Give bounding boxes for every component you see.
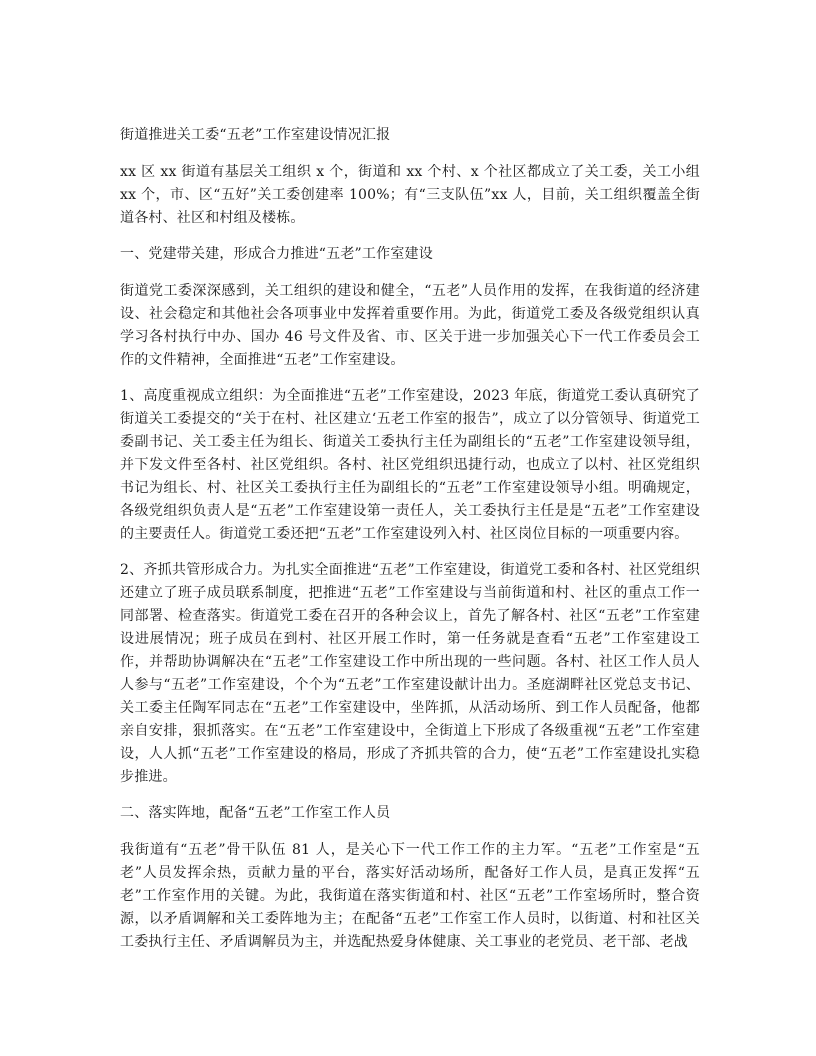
- section-2-heading: 二、落实阵地，配备“五老”工作室工作人员: [120, 805, 391, 821]
- section-1-paragraph-1: 街道党工委深深感到，关工组织的建设和健全，“五老”人员作用的发挥，在我街道的经济建设、社会稳定和其他社会各项事业中发挥着重要作用。为此，街道党工委及各级党组织认真学习各村执行中办、国办 46 号文件及省、市、区关于进一步加强关心下一代工作委员会工作的文件精神，全面推进“五老”工作室建设。: [120, 283, 700, 368]
- section-1-heading: 一、党建带关建，形成合力推进“五老”工作室建设: [120, 246, 433, 262]
- document-page: [120, 124, 700, 967]
- section-1-paragraph-2: 1、高度重视成立组织：为全面推进“五老”工作室建设，2023 年底，街道党工委认真研究了街道关工委提交的“关于在村、社区建立‘五老工作室的报告”，成立了以分管领导、街道党工委副书记、关工委主任为组长、街道关工委执行主任为副组长的“五老”工作室建设领导组，并下发文件至各村、社区党组织。各村、社区党组织迅捷行动，也成立了以村、社区党组织书记为组长、村、社区关工委执行主任为副组长的“五老”工作室建设领导小组。明确规定，各级党组织负责人是“五老”工作室建设第一责任人，关工委执行主任是是“五老”工作室建设的主要责任人。街道党工委还把“五老”工作室建设列入村、社区岗位目标的一项重要内容。: [120, 388, 700, 542]
- section-1-paragraph-3: 2、齐抓共管形成合力。为扎实全面推进“五老”工作室建设，街道党工委和各村、社区党组织还建立了班子成员联系制度，把推进“五老”工作室建设与当前街道和村、社区的重点工作一同部署、检查落实。街道党工委在召开的各种会议上，首先了解各村、社区“五老”工作室建设进展情况；班子成员在到村、社区开展工作时，第一任务就是查看“五老”工作室建设工作，并帮助协调解决在“五老”工作室建设工作中所出现的一些问题。各村、社区工作人员人人参与“五老”工作室建设，个个为“五老”工作室建设献计出力。圣庭湖畔社区党总支书记、关工委主任陶军同志在“五老”工作室建设中，坐阵抓，从活动场所、到工作人员配备，他都亲自安排，狠抓落实。在“五老”工作室建设中，全街道上下形成了各级重视“五老”工作室建设，人人抓“五老”工作室建设的格局，形成了齐抓共管的合力，使“五老”工作室建设扎实稳步推进。: [120, 562, 700, 785]
- document-title: 街道推进关工委“五老”工作室建设情况汇报: [120, 127, 391, 143]
- section-2-paragraph-1: 我街道有“五老”骨干队伍 81 人，是关心下一代工作工作的主力军。“五老”工作室是“五老”人员发挥余热，贡献力量的平台，落实好活动场所，配备好工作人员，是真正发挥“五老”工作室作用的关键。为此，我街道在落实街道和村、社区“五老”工作室场所时，整合资源，以矛盾调解和关工委阵地为主；在配备“五老”工作室工作人员时，以街道、村和社区关工委执行主任、矛盾调解员为主，并选配热爱身体健康、关工事业的老党员、老干部、老战: [120, 842, 700, 950]
- intro-paragraph: xx 区 xx 街道有基层关工组织 x 个，街道和 xx 个村、x 个社区都成立了关工委，关工小组 xx 个，市、区“五好”关工委创建率 100%；有“三支队伍”xx 人，目前，关工组织覆盖全街道各村、社区和村组及楼栋。: [120, 164, 700, 226]
